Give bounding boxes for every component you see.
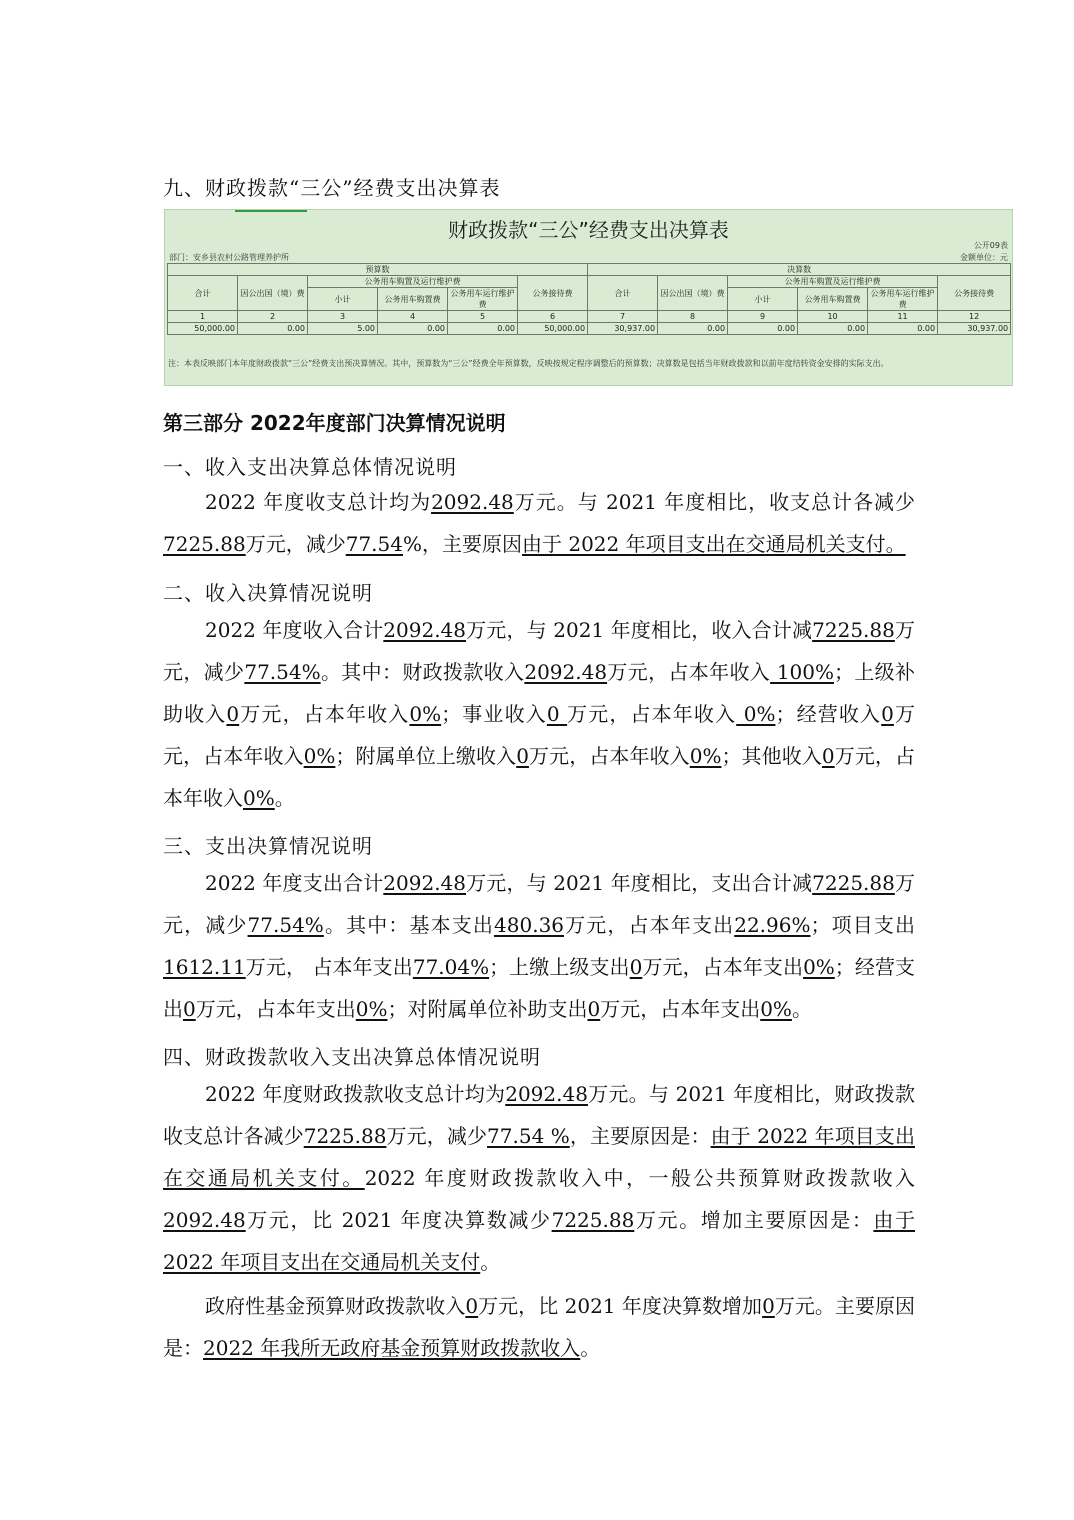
col-number: 6 xyxy=(518,311,588,323)
value-cell: 0.00 xyxy=(868,323,938,335)
value-cell: 5.00 xyxy=(308,323,378,335)
header-vehicle-group: 公务用车购置及运行维护费 xyxy=(308,276,518,288)
header-purchase: 公务用车购置费 xyxy=(798,288,868,311)
section-3-title: 三、支出决算情况说明 xyxy=(163,834,373,858)
header-total: 合计 xyxy=(168,276,238,311)
header-purchase: 公务用车购置费 xyxy=(378,288,448,311)
value-cell: 0.00 xyxy=(378,323,448,335)
paragraph-2: 2022 年度收入合计2092.48万元，与 2021 年度相比，收入合计减7225.88万元，减少77.54%。其中：财政拨款收入2092.48万元，占本年收入 100%；上级补助收入0万元，占本年收入0%；事业收入0 万元，占本年收入 0%；经营收入0万元，占本年收入0%；附属单位上缴收入0万元，占本年收入0%；其他收入0万元，占本年收入0%。 xyxy=(163,618,916,810)
sheet-tab-marker xyxy=(235,210,307,212)
col-number: 8 xyxy=(658,311,728,323)
value-cell: 0.00 xyxy=(238,323,308,335)
header-total: 合计 xyxy=(588,276,658,311)
value-cell: 0.00 xyxy=(728,323,798,335)
col-number: 4 xyxy=(378,311,448,323)
col-number: 7 xyxy=(588,311,658,323)
header-operation: 公务用车运行维护费 xyxy=(868,288,938,311)
header-abroad: 因公出国（境）费 xyxy=(238,276,308,311)
col-number: 5 xyxy=(448,311,518,323)
sheet-unit: 金额单位：元 xyxy=(960,253,1008,262)
header-abroad: 因公出国（境）费 xyxy=(658,276,728,311)
col-number: 12 xyxy=(938,311,1011,323)
col-number: 2 xyxy=(238,311,308,323)
header-vehicle-group: 公务用车购置及运行维护费 xyxy=(728,276,938,288)
paragraph-5: 政府性基金预算财政拨款收入0万元，比 2021 年度决算数增加0万元。主要原因是：2022 年我所无政府基金预算财政拨款收入。 xyxy=(163,1294,916,1360)
paragraph-4: 2022 年度财政拨款收支总计均为2092.48万元。与 2021 年度相比，财政拨款收支总计各减少7225.88万元，减少77.54 %，主要原因是：由于 2022 年项目支出在交通局机关支付。2022 年度财政拨款收入中，一般公共预算财政拨款收入2092.48万元，比 2021 年度决算数减少7225.88万元。增加主要原因是：由于 2022 年项目支出在交通局机关支付。 xyxy=(163,1082,916,1274)
section-2-title: 二、收入决算情况说明 xyxy=(163,581,373,605)
value-cell: 0.00 xyxy=(448,323,518,335)
header-final: 决算数 xyxy=(588,264,1011,276)
paragraph-3: 2022 年度支出合计2092.48万元，与 2021 年度相比，支出合计减7225.88万元，减少77.54%。其中：基本支出480.36万元，占本年支出22.96%；项目支出1612.11万元， 占本年支出77.04%；上缴上级支出0万元，占本年支出0%；经营支出0万元，占本年支出0%；对附属单位补助支出0万元，占本年支出0%。 xyxy=(163,871,916,1021)
value-cell: 30,937.00 xyxy=(938,323,1011,335)
value-cell: 50,000.00 xyxy=(168,323,238,335)
col-number: 3 xyxy=(308,311,378,323)
part-3-title: 第三部分 2022年度部门决算情况说明 xyxy=(163,411,506,435)
three-public-expense-table-image xyxy=(164,209,1013,386)
col-number: 1 xyxy=(168,311,238,323)
section-9-title: 九、财政拨款“三公”经费支出决算表 xyxy=(163,176,501,200)
sheet-form-code: 公开09表 xyxy=(973,241,1008,250)
header-subtotal: 小计 xyxy=(308,288,378,311)
value-cell: 0.00 xyxy=(798,323,868,335)
sheet-table xyxy=(167,263,1011,335)
section-4-title: 四、财政拨款收入支出决算总体情况说明 xyxy=(163,1045,541,1069)
section-1-title: 一、收入支出决算总体情况说明 xyxy=(163,455,457,479)
header-budget: 预算数 xyxy=(168,264,588,276)
header-reception: 公务接待费 xyxy=(518,276,588,311)
header-reception: 公务接待费 xyxy=(938,276,1011,311)
header-operation: 公务用车运行维护费 xyxy=(448,288,518,311)
value-cell: 30,937.00 xyxy=(588,323,658,335)
col-number: 10 xyxy=(798,311,868,323)
header-subtotal: 小计 xyxy=(728,288,798,311)
paragraph-1: 2022 年度收支总计均为2092.48万元。与 2021 年度相比，收支总计各减少7225.88万元，减少77.54%，主要原因由于 2022 年项目支出在交通局机关支付。 xyxy=(163,490,915,556)
col-number: 9 xyxy=(728,311,798,323)
sheet-department: 部门：安乡县农村公路管理养护所 xyxy=(169,253,289,262)
value-cell: 50,000.00 xyxy=(518,323,588,335)
sheet-title: 财政拨款“三公”经费支出决算表 xyxy=(448,218,729,242)
sheet-note: 注：本表反映部门本年度财政拨款“三公”经费支出预决算情况。其中，预算数为“三公”经费全年预算数，反映按规定程序调整后的预算数；决算数是包括当年财政拨款和以前年度结转资金安排的实际支出。 xyxy=(168,359,889,368)
col-number: 11 xyxy=(868,311,938,323)
value-cell: 0.00 xyxy=(658,323,728,335)
